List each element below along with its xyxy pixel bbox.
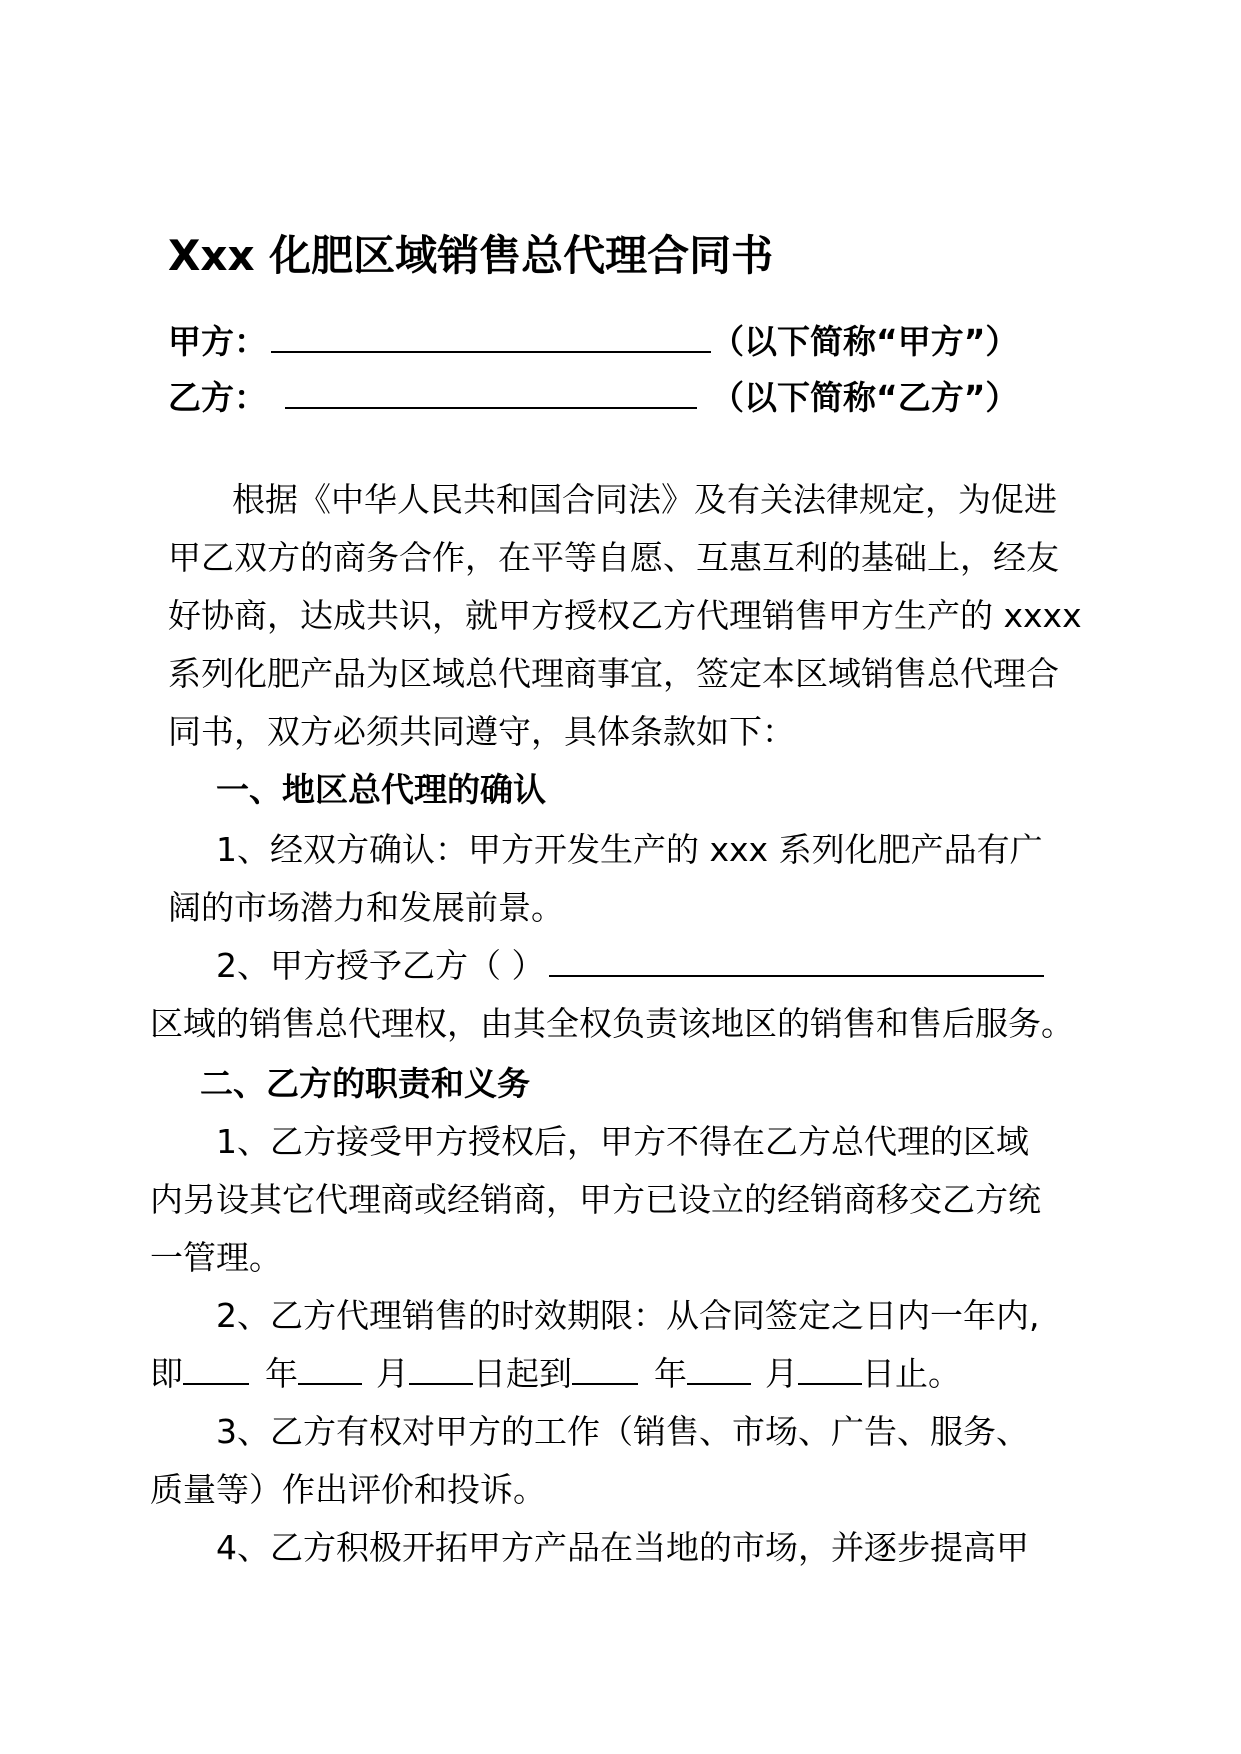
party-b-label: 乙方： <box>168 378 267 417</box>
date-nian-1: 年 <box>265 1354 298 1393</box>
party-a-blank[interactable] <box>271 321 711 353</box>
document-title: Xxx 化肥区域销售总代理合同书 <box>168 231 774 280</box>
party-b-blank[interactable] <box>285 377 697 409</box>
date-rizhi: 日止。 <box>862 1354 961 1393</box>
end-day-blank[interactable] <box>798 1353 862 1385</box>
intro-line-4: 系列化肥产品为区域总代理商事宜，签定本区域销售总代理合 <box>168 654 1059 693</box>
s2-item1-line-2: 内另设其它代理商或经销商，甲方已设立的经销商移交乙方统 <box>150 1180 1041 1219</box>
section-2-heading: 二、乙方的职责和义务 <box>200 1064 530 1103</box>
intro-line-2: 甲乙双方的商务合作，在平等自愿、互惠互利的基础上，经友 <box>168 538 1059 577</box>
intro-line-1: 根据《中华人民共和国合同法》及有关法律规定，为促进 <box>232 480 1057 519</box>
date-ji: 即 <box>150 1354 183 1393</box>
date-nian-2: 年 <box>654 1354 687 1393</box>
s2-item3-line-2: 质量等）作出评价和投诉。 <box>150 1470 546 1509</box>
party-a-line <box>168 320 1018 364</box>
s1-item1-line-2: 阔的市场潜力和发展前景。 <box>168 888 564 927</box>
s2-item3-line-1: 3、乙方有权对甲方的工作（销售、市场、广告、服务、 <box>216 1412 1029 1451</box>
date-yue-1: 月 <box>376 1354 409 1393</box>
end-year-blank[interactable] <box>572 1353 638 1385</box>
s1-item2-line-1 <box>216 944 1044 988</box>
s2-item1-line-3: 一管理。 <box>150 1238 282 1277</box>
s2-item2-date-line <box>150 1352 961 1396</box>
start-day-blank[interactable] <box>409 1353 473 1385</box>
date-qidao: 日起到 <box>473 1354 572 1393</box>
start-month-blank[interactable] <box>298 1353 362 1385</box>
s2-item1-line-1: 1、乙方接受甲方授权后，甲方不得在乙方总代理的区域 <box>216 1122 1029 1161</box>
party-b-line <box>168 376 1018 420</box>
s1-item2-prefix: 2、甲方授予乙方（ ） <box>216 946 545 985</box>
end-month-blank[interactable] <box>687 1353 751 1385</box>
intro-line-3: 好协商，达成共识，就甲方授权乙方代理销售甲方生产的 xxxx <box>168 596 1082 635</box>
region-blank[interactable] <box>549 945 1044 977</box>
party-a-suffix: （以下简称“甲方”） <box>711 322 1019 361</box>
date-yue-2: 月 <box>765 1354 798 1393</box>
s2-item4-line-1: 4、乙方积极开拓甲方产品在当地的市场，并逐步提高甲 <box>216 1528 1029 1567</box>
section-1-heading: 一、地区总代理的确认 <box>216 770 546 809</box>
s1-item2-line-2: 区域的销售总代理权，由其全权负责该地区的销售和售后服务。 <box>150 1004 1074 1043</box>
start-year-blank[interactable] <box>183 1353 249 1385</box>
party-b-suffix: （以下简称“乙方”） <box>711 378 1019 417</box>
s2-item2-line-1: 2、乙方代理销售的时效期限：从合同签定之日内一年内, <box>216 1296 1040 1335</box>
party-a-label: 甲方： <box>168 322 267 361</box>
s1-item1-line-1: 1、经双方确认：甲方开发生产的 xxx 系列化肥产品有广 <box>216 830 1043 869</box>
intro-line-5: 同书，双方必须共同遵守，具体条款如下： <box>168 712 795 751</box>
